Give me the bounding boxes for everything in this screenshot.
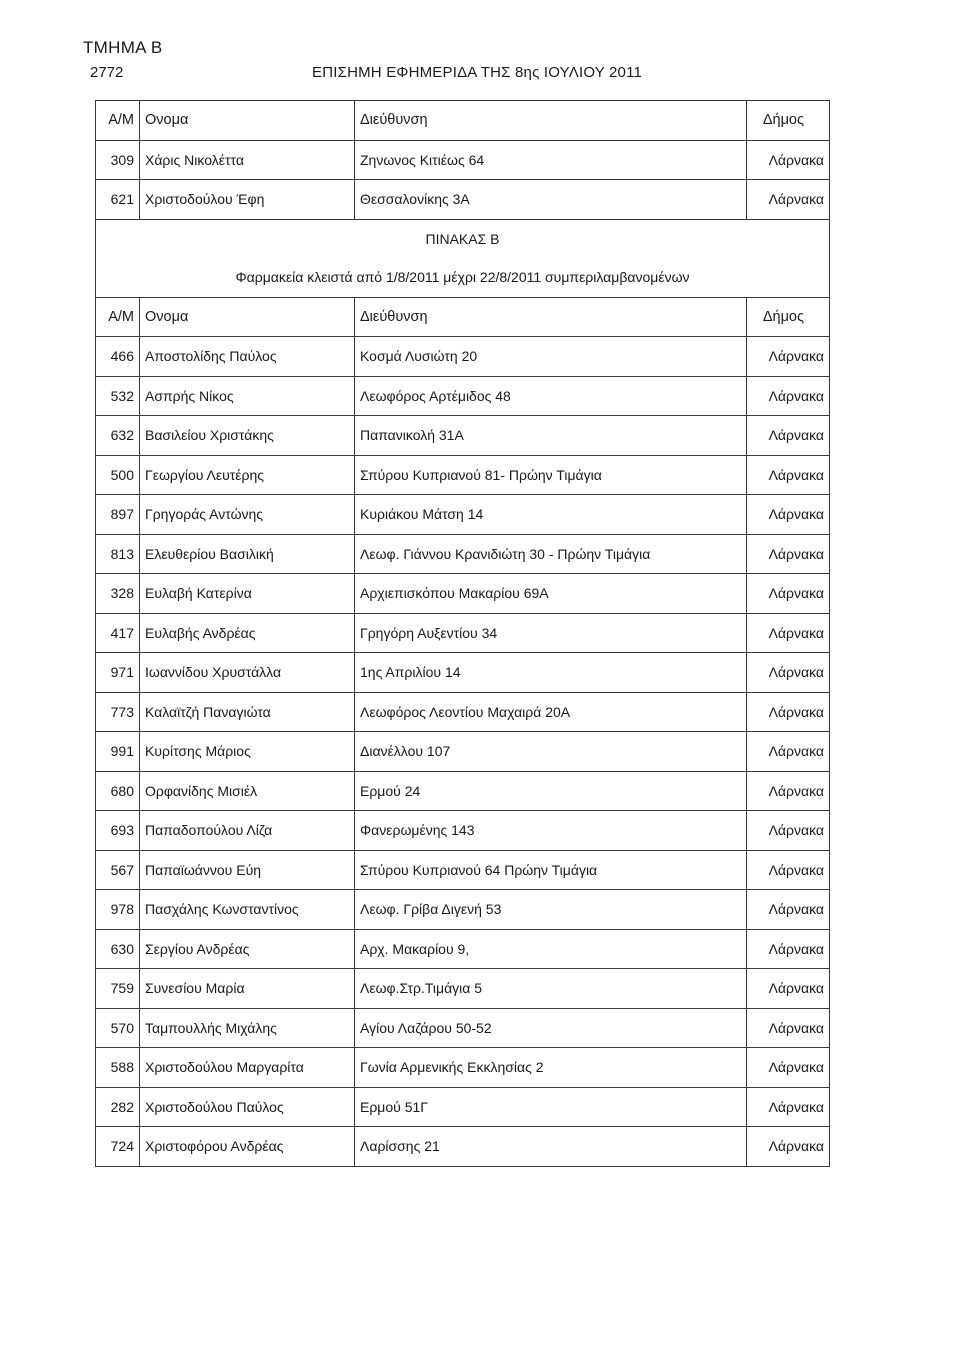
table-row bbox=[96, 771, 830, 811]
column-header-name: Ονομα bbox=[140, 101, 355, 141]
cell-address: Διανέλλου 107 bbox=[355, 732, 747, 772]
column-header-municipality: Δήμος bbox=[747, 101, 830, 141]
table-row bbox=[96, 929, 830, 969]
cell-am: 282 bbox=[96, 1087, 140, 1127]
table-row bbox=[96, 376, 830, 416]
cell-municipality: Λάρνακα bbox=[747, 455, 830, 495]
cell-address: 1ης Απριλίου 14 bbox=[355, 653, 747, 693]
cell-name: Γεωργίου Λευτέρης bbox=[140, 455, 355, 495]
column-header-address: Διεύθυνση bbox=[355, 101, 747, 141]
cell-address: Ερμού 51Γ bbox=[355, 1087, 747, 1127]
cell-municipality: Λάρνακα bbox=[747, 850, 830, 890]
cell-name: Πασχάλης Κωνσταντίνος bbox=[140, 890, 355, 930]
cell-address: Ζηνωνος Κιτιέως 64 bbox=[355, 140, 747, 180]
cell-address: Ερμού 24 bbox=[355, 771, 747, 811]
cell-am: 570 bbox=[96, 1008, 140, 1048]
cell-am: 897 bbox=[96, 495, 140, 535]
cell-municipality: Λάρνακα bbox=[747, 1008, 830, 1048]
cell-am: 693 bbox=[96, 811, 140, 851]
cell-address: Αρχ. Μακαρίου 9, bbox=[355, 929, 747, 969]
cell-am: 328 bbox=[96, 574, 140, 614]
cell-name: Ελευθερίου Βασιλική bbox=[140, 534, 355, 574]
table-row bbox=[96, 337, 830, 377]
cell-name: Σεργίου Ανδρέας bbox=[140, 929, 355, 969]
cell-am: 466 bbox=[96, 337, 140, 377]
table-row bbox=[96, 495, 830, 535]
cell-name: Κυρίτσης Μάριος bbox=[140, 732, 355, 772]
column-header-municipality: Δήμος bbox=[747, 297, 830, 337]
cell-municipality: Λάρνακα bbox=[747, 613, 830, 653]
section-title: ΤΜΗΜΑ Β bbox=[83, 38, 163, 57]
cell-name: Παπαϊωάννου Εύη bbox=[140, 850, 355, 890]
cell-municipality: Λάρνακα bbox=[747, 771, 830, 811]
cell-address: Κυριάκου Μάτση 14 bbox=[355, 495, 747, 535]
cell-municipality: Λάρνακα bbox=[747, 140, 830, 180]
cell-am: 500 bbox=[96, 455, 140, 495]
cell-am: 588 bbox=[96, 1048, 140, 1088]
cell-am: 417 bbox=[96, 613, 140, 653]
table-row bbox=[96, 574, 830, 614]
table-b-title: ΠΙΝΑΚΑΣ Β bbox=[96, 219, 830, 258]
column-header-address: Διεύθυνση bbox=[355, 297, 747, 337]
table-row bbox=[96, 1008, 830, 1048]
cell-address: Λαρίσσης 21 bbox=[355, 1127, 747, 1167]
cell-municipality: Λάρνακα bbox=[747, 1048, 830, 1088]
cell-am: 632 bbox=[96, 416, 140, 456]
cell-am: 630 bbox=[96, 929, 140, 969]
cell-municipality: Λάρνακα bbox=[747, 929, 830, 969]
cell-name: Χάρις Νικολέττα bbox=[140, 140, 355, 180]
cell-name: Ταμπουλλής Μιχάλης bbox=[140, 1008, 355, 1048]
cell-municipality: Λάρνακα bbox=[747, 534, 830, 574]
table-row bbox=[96, 969, 830, 1009]
cell-name: Ευλαβής Ανδρέας bbox=[140, 613, 355, 653]
cell-address: Φανερωμένης 143 bbox=[355, 811, 747, 851]
cell-municipality: Λάρνακα bbox=[747, 969, 830, 1009]
cell-address: Λεωφόρος Λεοντίου Μαχαιρά 20Α bbox=[355, 692, 747, 732]
cell-municipality: Λάρνακα bbox=[747, 337, 830, 377]
cell-am: 813 bbox=[96, 534, 140, 574]
cell-address: Σπύρου Κυπριανού 64 Πρώην Τιμάγια bbox=[355, 850, 747, 890]
cell-address: Λεωφ. Γιάννου Κρανιδιώτη 30 - Πρώην Τιμάγια bbox=[355, 534, 747, 574]
table-row bbox=[96, 890, 830, 930]
cell-name: Χριστοδούλου Μαργαρίτα bbox=[140, 1048, 355, 1088]
cell-address: Λεωφόρος Αρτέμιδος 48 bbox=[355, 376, 747, 416]
cell-name: Ευλαβή Κατερίνα bbox=[140, 574, 355, 614]
cell-name: Χριστοφόρου Ανδρέας bbox=[140, 1127, 355, 1167]
table-row bbox=[96, 140, 830, 180]
cell-am: 532 bbox=[96, 376, 140, 416]
cell-municipality: Λάρνακα bbox=[747, 574, 830, 614]
cell-am: 680 bbox=[96, 771, 140, 811]
cell-municipality: Λάρνακα bbox=[747, 1127, 830, 1167]
cell-am: 724 bbox=[96, 1127, 140, 1167]
cell-address: Παπανικολή 31Α bbox=[355, 416, 747, 456]
cell-name: Ασπρής Νίκος bbox=[140, 376, 355, 416]
table-row bbox=[96, 180, 830, 220]
cell-municipality: Λάρνακα bbox=[747, 890, 830, 930]
table-row bbox=[96, 1127, 830, 1167]
cell-am: 567 bbox=[96, 850, 140, 890]
column-header-am: Α/Μ bbox=[96, 297, 140, 337]
cell-municipality: Λάρνακα bbox=[747, 180, 830, 220]
cell-municipality: Λάρνακα bbox=[747, 416, 830, 456]
table-row bbox=[96, 534, 830, 574]
table-b-subtitle-row bbox=[96, 258, 830, 297]
cell-municipality: Λάρνακα bbox=[747, 495, 830, 535]
table-row bbox=[96, 416, 830, 456]
column-header-name: Ονομα bbox=[140, 297, 355, 337]
cell-name: Παπαδοπούλου Λίζα bbox=[140, 811, 355, 851]
cell-address: Γωνία Αρμενικής Εκκλησίας 2 bbox=[355, 1048, 747, 1088]
cell-am: 971 bbox=[96, 653, 140, 693]
table-row bbox=[96, 653, 830, 693]
cell-name: Ιωαννίδου Χρυστάλλα bbox=[140, 653, 355, 693]
cell-name: Χριστοδούλου Παύλος bbox=[140, 1087, 355, 1127]
cell-municipality: Λάρνακα bbox=[747, 732, 830, 772]
cell-name: Χριστοδούλου Έφη bbox=[140, 180, 355, 220]
cell-address: Κοσμά Λυσιώτη 20 bbox=[355, 337, 747, 377]
table-row bbox=[96, 1048, 830, 1088]
pharmacy-table bbox=[95, 100, 830, 1167]
cell-address: Αγίου Λαζάρου 50-52 bbox=[355, 1008, 747, 1048]
column-header-am: Α/Μ bbox=[96, 101, 140, 141]
table-row bbox=[96, 692, 830, 732]
table-row bbox=[96, 613, 830, 653]
page-number: 2772 bbox=[90, 64, 124, 81]
cell-address: Αρχιεπισκόπου Μακαρίου 69Α bbox=[355, 574, 747, 614]
cell-am: 621 bbox=[96, 180, 140, 220]
cell-name: Καλαϊτζή Παναγιώτα bbox=[140, 692, 355, 732]
cell-address: Λεωφ.Στρ.Τιμάγια 5 bbox=[355, 969, 747, 1009]
table-a-header-row bbox=[96, 101, 830, 141]
table-row bbox=[96, 1087, 830, 1127]
table-row bbox=[96, 455, 830, 495]
cell-name: Συνεσίου Μαρία bbox=[140, 969, 355, 1009]
gazette-title: ΕΠΙΣΗΜΗ ΕΦΗΜΕΡΙΔΑ ΤΗΣ 8ης ΙΟΥΛΙΟΥ 2011 bbox=[312, 64, 643, 81]
cell-am: 309 bbox=[96, 140, 140, 180]
cell-address: Σπύρου Κυπριανού 81- Πρώην Τιμάγια bbox=[355, 455, 747, 495]
table-b-header-row bbox=[96, 297, 830, 337]
table-b-subtitle: Φαρμακεία κλειστά από 1/8/2011 μέχρι 22/8/2011 συμπεριλαμβανομένων bbox=[96, 258, 830, 297]
cell-name: Αποστολίδης Παύλος bbox=[140, 337, 355, 377]
pharmacy-table-body bbox=[96, 101, 830, 1167]
cell-am: 759 bbox=[96, 969, 140, 1009]
cell-municipality: Λάρνακα bbox=[747, 653, 830, 693]
cell-municipality: Λάρνακα bbox=[747, 1087, 830, 1127]
cell-municipality: Λάρνακα bbox=[747, 692, 830, 732]
cell-name: Ορφανίδης Μισιέλ bbox=[140, 771, 355, 811]
cell-am: 773 bbox=[96, 692, 140, 732]
cell-am: 991 bbox=[96, 732, 140, 772]
cell-address: Γρηγόρη Αυξεντίου 34 bbox=[355, 613, 747, 653]
cell-address: Λεωφ. Γρίβα Διγενή 53 bbox=[355, 890, 747, 930]
table-row bbox=[96, 850, 830, 890]
cell-name: Γρηγοράς Αντώνης bbox=[140, 495, 355, 535]
cell-address: Θεσσαλονίκης 3Α bbox=[355, 180, 747, 220]
cell-municipality: Λάρνακα bbox=[747, 376, 830, 416]
table-row bbox=[96, 732, 830, 772]
cell-municipality: Λάρνακα bbox=[747, 811, 830, 851]
table-row bbox=[96, 811, 830, 851]
table-b-title-row bbox=[96, 219, 830, 258]
cell-name: Βασιλείου Χριστάκης bbox=[140, 416, 355, 456]
cell-am: 978 bbox=[96, 890, 140, 930]
